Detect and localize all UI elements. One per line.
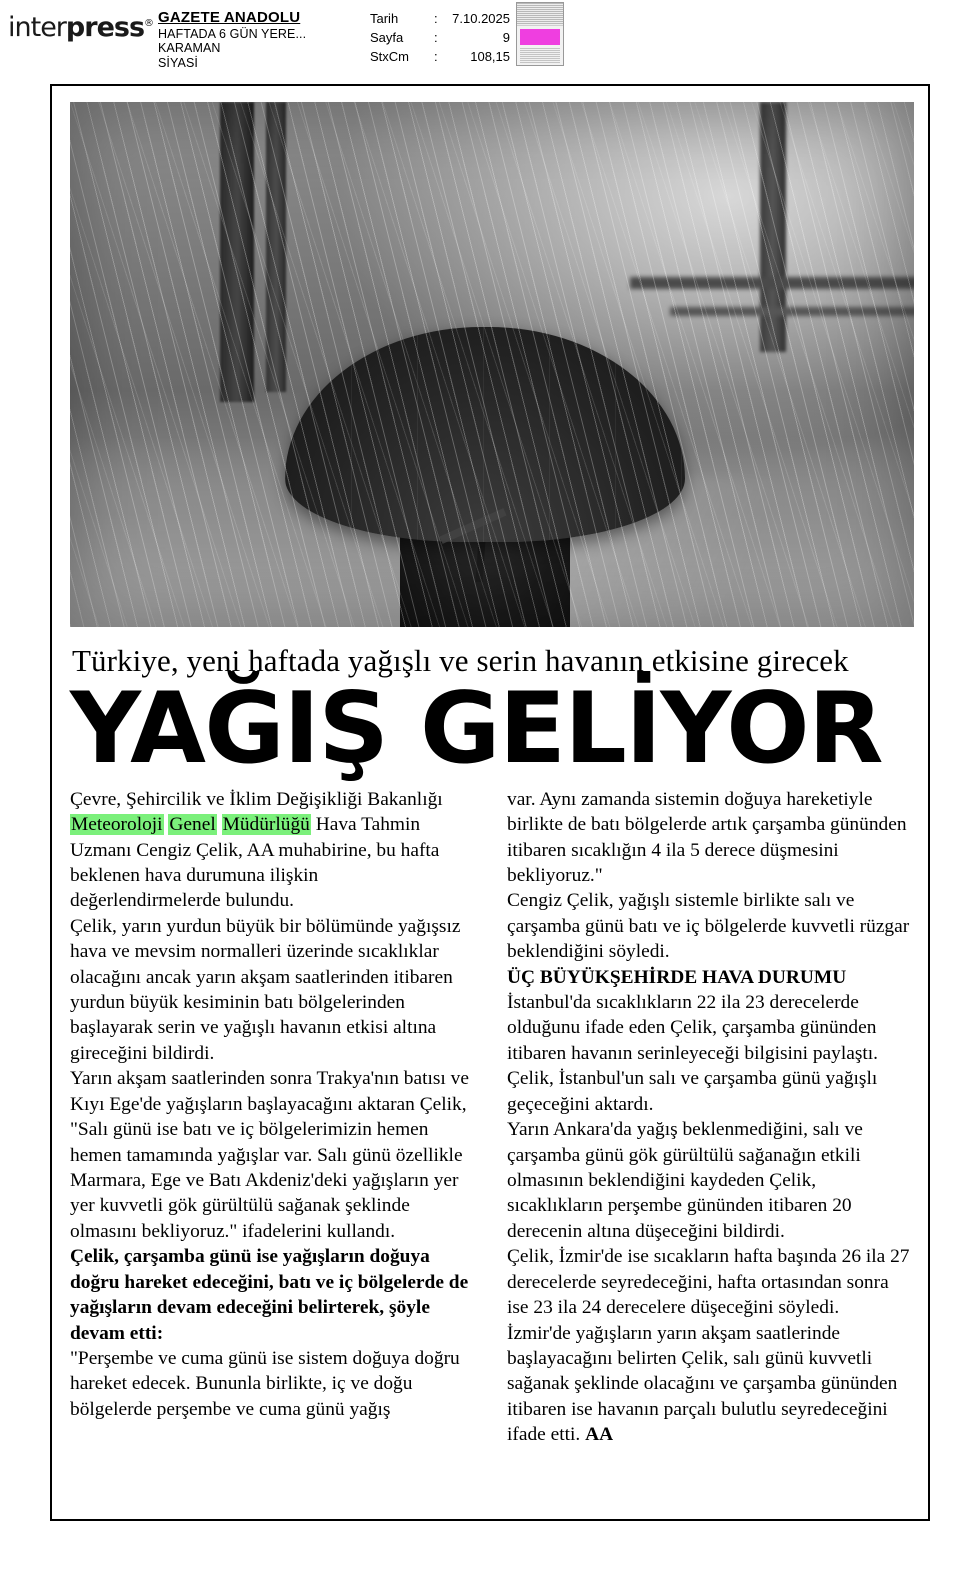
article-paragraph: var. Aynı zamanda sistemin doğuya hareketiyle birlikte de batı bölgelerde artık çarşamba gününden itibaren sıcaklığın 4 ila 5 derece düşmesini bekliyoruz."	[507, 788, 907, 886]
article-paragraph: "Perşembe ve cuma günü ise sistem doğuya doğru hareket edecek. Bununla birlikte, iç ve doğu bölgelerde perşembe ve cuma günü yağış	[70, 1347, 460, 1420]
logo-text-inter: inter	[8, 12, 66, 43]
clipping-header	[0, 0, 980, 76]
photo-vignette	[70, 102, 914, 627]
page-thumbnail	[516, 2, 564, 66]
page-content	[52, 86, 928, 1458]
article-column-right	[507, 787, 910, 1448]
highlighted-term: Meteoroloji	[71, 814, 163, 836]
thumbnail-bottom-band	[520, 48, 560, 64]
article-kicker: Türkiye, yeni haftada yağışlı ve serin havanın etkisine girecek	[72, 643, 849, 678]
highlighted-term: Müdürlüğü	[222, 814, 310, 836]
article-paragraph: Cengiz Çelik, yağışlı sistemle birlikte salı ve çarşamba günü batı ve iç bölgelerde kuvvetli rüzgar beklendiğini söyledi.	[507, 890, 910, 963]
paragraph-text: Hava Tahmin Uzmanı Cengiz Çelik, AA muhabirine, bu hafta beklenen hava durumuna ilişkin değerlendirmelerde bulundu.	[70, 814, 440, 912]
metadata-colon: :	[434, 11, 438, 26]
article-column-left	[70, 787, 473, 1448]
highlighted-term: Genel	[169, 814, 216, 836]
agency-credit: AA	[585, 1424, 614, 1446]
metadata-label-page: Sayfa	[370, 29, 404, 45]
article-paragraph: ÜÇ BÜYÜKŞEHİRDE HAVA DURUMU	[507, 966, 847, 988]
metadata-value-stxcm: 108,15	[470, 48, 510, 64]
newspaper-page	[50, 84, 930, 1521]
interpress-logo	[0, 6, 158, 43]
paragraph-text: İzmir'de yağışların yarın akşam saatlerinde başlayacağını belirten Çelik, salı günü kuvvetli sağanak şeklinde olacağını ve çarşamba gününden itibaren ise havanın parçalı bulutlu seyredeceğini ifade etti.	[507, 1322, 898, 1446]
logo-text-press: press	[65, 12, 145, 43]
article-photo	[70, 102, 914, 627]
article-paragraph: Çelik, çarşamba günü ise yağışların doğuya doğru hareket edeceğini, batı ve iç bölgelerde de yağışların devam edeceğini belirterek, şöyle devam etti:	[70, 1246, 469, 1344]
article-paragraph	[507, 1321, 910, 1448]
article-paragraph	[70, 787, 473, 914]
paragraph-text	[217, 814, 222, 835]
publication-city: KARAMAN	[158, 41, 221, 56]
article-paragraph: Yarın akşam saatlerinden sonra Trakya'nın batısı ve Kıyı Ege'de yağışların başlayacağını aktaran Çelik, "Salı günü ise batı ve iç bölgelerimizin hemen hemen tamamında yağışlar var. Salı günü özellikle Marmara, Ege ve Batı Akdeniz'deki yağışların yer yer kuvvetli gök gürültülü sağanak şeklinde olmasını bekliyoruz." ifadelerini kullandı.	[70, 1068, 469, 1242]
article-paragraph: İstanbul'da sıcaklıkların 22 ila 23 derecelerde olduğunu ifade eden Çelik, çarşamba gününden itibaren havanın serinleyeceği bilgisini paylaştı.	[507, 992, 879, 1064]
article-headline: YAĞIŞ GELİYOR	[70, 671, 883, 786]
paragraph-text: Çevre, Şehircilik ve İklim Değişikliği Bakanlığı	[70, 788, 443, 810]
metadata-value-date: 7.10.2025	[452, 11, 510, 26]
article-paragraph: Çelik, yarın yurdun büyük bir bölümünde yağışsız hava ve mevsim normalleri üzerinde sıcaklıklar olacağını ancak yarın akşam saatlerinden itibaren yurdun büyük kesiminin batı bölgelerinden başlayarak serin ve yağışlı havanın etkisi altına gireceğini bildirdi.	[70, 915, 461, 1064]
article-paragraph: Çelik, İstanbul'un salı ve çarşamba günü yağışlı geçeceğini aktardı.	[507, 1068, 878, 1115]
thumbnail-highlight-block	[520, 29, 560, 45]
publication-frequency: HAFTADA 6 GÜN YERE...	[158, 26, 307, 41]
publication-info	[158, 6, 348, 71]
metadata-label-date: Tarih	[370, 11, 399, 26]
publication-name: GAZETE ANADOLU	[158, 9, 301, 26]
article-body	[70, 787, 910, 1448]
article-paragraph: Yarın Ankara'da yağış beklenmediğini, salı ve çarşamba günü gök gürültülü sağanağın etkili olmasının beklendiğini kaydeden Çelik, sıcaklıkların perşembe gününden itibaren 20 derecenin altına düşeceğini bildirdi.	[507, 1119, 863, 1242]
thumbnail-top-band	[517, 3, 563, 26]
article-paragraph: Çelik, İzmir'de ise sıcakların hafta başında 26 ila 27 derecelerde seyredeceğini, hafta ortasından sonra ise 23 ila 24 derecelere düşeceğini söyledi.	[507, 1246, 910, 1319]
metadata-colon: :	[434, 48, 438, 64]
metadata-value-page: 9	[502, 29, 510, 45]
registered-mark-icon: ®	[144, 18, 154, 29]
publication-type: SİYASİ	[158, 56, 198, 71]
metadata-label-stxcm: StxCm	[370, 48, 409, 64]
metadata-colon: :	[434, 29, 438, 45]
